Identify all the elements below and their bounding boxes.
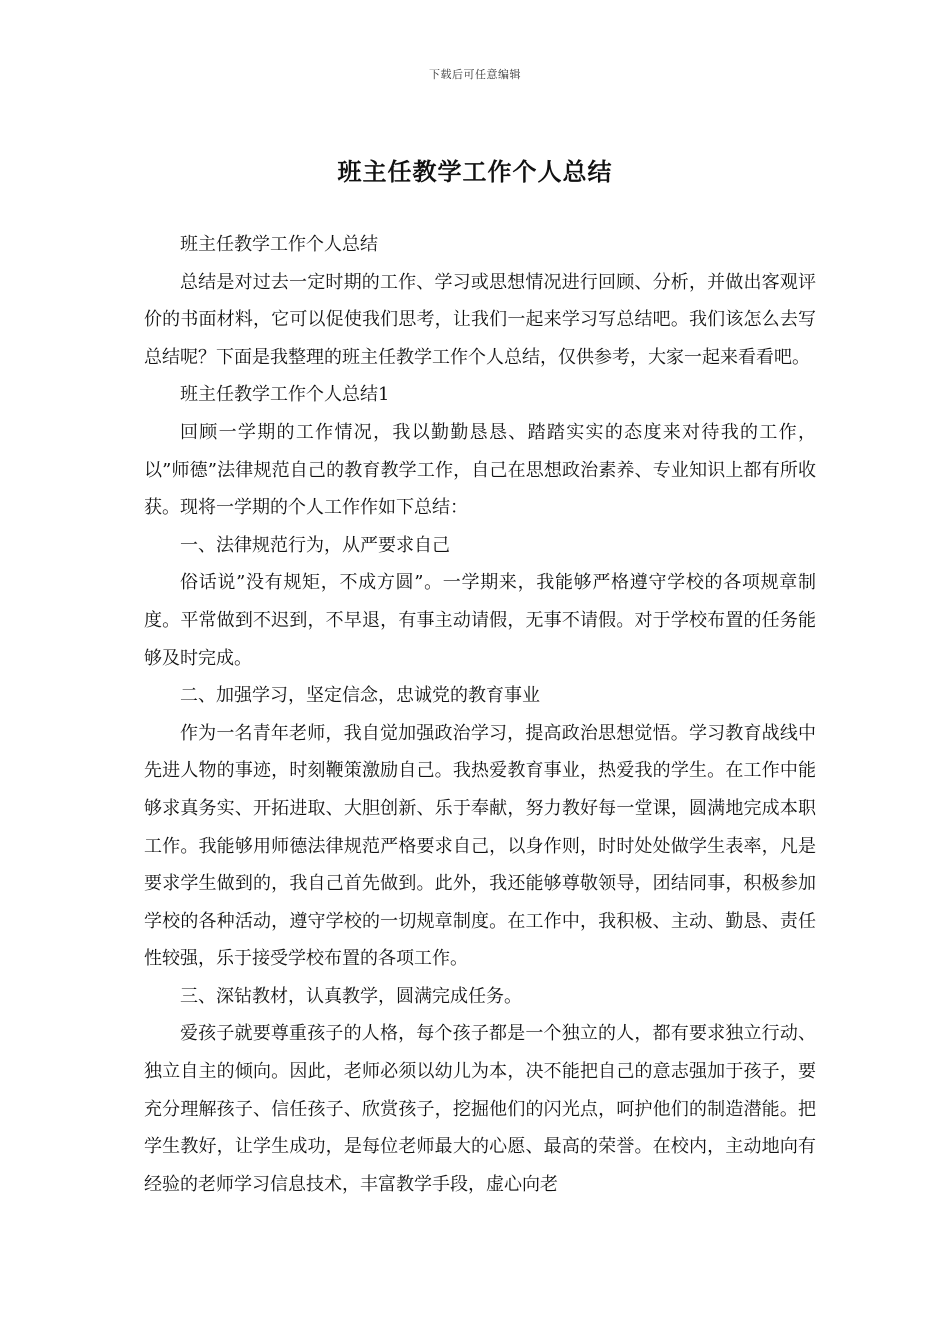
paragraph-heading-2: 二、加强学习，坚定信念，忠诚党的教育事业 — [180, 685, 540, 707]
document-title: 班主任教学工作个人总结 — [337, 157, 613, 186]
paragraph-review: 回顾一学期的工作情况，我以勤勤恳恳、踏踏实实的态度来对待我的工作，以”师德”法律规范自己的教育教学工作，自己在思想政治素养、专业知识上都有所收获。现将一学期的个人工作作如下总结： — [144, 421, 816, 519]
paragraph-section-title: 班主任教学工作个人总结1 — [180, 384, 390, 406]
paragraph-rules: 俗话说”没有规矩，不成方圆”。一学期来，我能够严格遵守学校的各项规章制度。平常做到不迟到，不早退，有事主动请假，无事不请假。对于学校布置的任务能够及时完成。 — [144, 572, 816, 669]
paragraph-heading-1: 一、法律规范行为，从严要求自己 — [180, 534, 450, 556]
header-note: 下载后可任意编辑 — [429, 68, 521, 81]
paragraph-subtitle: 班主任教学工作个人总结 — [180, 234, 378, 255]
paragraph-intro: 总结是对过去一定时期的工作、学习或思想情况进行回顾、分析，并做出客观评价的书面材料，它可以促使我们思考，让我们一起来学习写总结吧。我们该怎么去写总结呢？下面是我整理的班主任教学工作个人总结，仅供参考，大家一起来看看吧。 — [144, 271, 816, 368]
paragraph-heading-3: 三、深钻教材，认真教学，圆满完成任务。 — [180, 985, 522, 1007]
paragraph-study: 作为一名青年老师，我自觉加强政治学习，提高政治思想觉悟。学习教育战线中先进人物的事迹，时刻鞭策激励自己。我热爱教育事业，热爱我的学生。在工作中能够求真务实、开拓进取、大胆创新、乐于奉献，努力教好每一堂课，圆满地完成本职工作。我能够用师德法律规范严格要求自己，以身作则，时时处处做学生表率，凡是要求学生做到的，我自己首先做到。此外，我还能够尊敬领导，团结同事，积极参加学校的各种活动，遵守学校的一切规章制度。在工作中，我积极、主动、勤恳、责任性较强，乐于接受学校布置的各项工作。 — [144, 722, 816, 970]
paragraph-teaching: 爱孩子就要尊重孩子的人格，每个孩子都是一个独立的人，都有要求独立行动、独立自主的倾向。因此，老师必须以幼儿为本，决不能把自己的意志强加于孩子，要充分理解孩子、信任孩子、欣赏孩子，挖掘他们的闪光点，呵护他们的制造潜能。把学生教好，让学生成功，是每位老师最大的心愿、最高的荣誉。在校内，主动地向有经验的老师学习信息技术，丰富教学手段，虚心向老 — [144, 1023, 816, 1195]
document-body — [144, 226, 816, 1203]
